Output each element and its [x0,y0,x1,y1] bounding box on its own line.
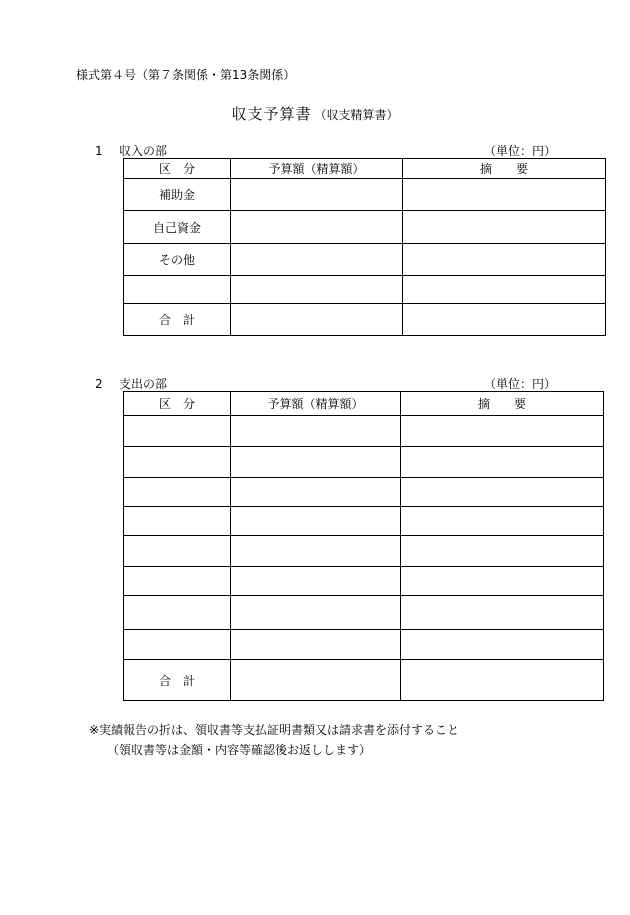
title-main: 収支予算書 [231,105,312,123]
expense-section-label: 支出の部 [119,377,168,391]
income-category-cell[interactable] [124,276,231,304]
income-unit-label: （単位：円） [483,144,556,158]
expense-total-amount-cell[interactable] [231,660,401,701]
income-table [123,158,606,336]
expense-header-row [124,392,604,416]
expense-remarks-cell[interactable] [401,478,604,507]
income-category-cell: 自己資金 [124,211,231,244]
expense-remarks-cell[interactable] [401,596,604,630]
table-row [124,567,604,596]
expense-category-cell[interactable] [124,567,231,596]
table-row [124,536,604,567]
income-remarks-cell[interactable] [403,179,606,211]
expense-total-row [124,660,604,701]
income-total-remarks-cell[interactable] [403,304,606,336]
expense-amount-cell[interactable] [231,630,401,660]
income-header-amount: 予算額（精算額） [231,159,403,179]
table-row [124,630,604,660]
expense-category-cell[interactable] [124,416,231,447]
income-section-heading [95,142,167,159]
income-category-cell: その他 [124,244,231,276]
expense-amount-cell[interactable] [231,536,401,567]
income-section-label: 収入の部 [119,144,168,158]
income-header-row [124,159,606,179]
income-remarks-cell[interactable] [403,276,606,304]
note-receipt-return: （領収書等は金額・内容等確認後お返しします） [107,743,372,757]
expense-amount-cell[interactable] [231,567,401,596]
income-amount-cell[interactable] [231,276,403,304]
expense-remarks-cell[interactable] [401,416,604,447]
table-row [124,596,604,630]
expense-section-number: 2 [95,377,103,391]
expense-table [123,391,604,701]
expense-remarks-cell[interactable] [401,567,604,596]
expense-amount-cell[interactable] [231,478,401,507]
table-row [124,211,606,244]
expense-remarks-cell[interactable] [401,447,604,478]
expense-category-cell[interactable] [124,630,231,660]
income-header-category: 区 分 [124,159,231,179]
expense-total-remarks-cell[interactable] [401,660,604,701]
expense-amount-cell[interactable] [231,416,401,447]
income-header-remarks: 摘 要 [403,159,606,179]
income-remarks-cell[interactable] [403,211,606,244]
income-section-number: 1 [95,144,103,158]
expense-amount-cell[interactable] [231,596,401,630]
expense-amount-cell[interactable] [231,507,401,536]
table-row [124,447,604,478]
table-row [124,416,604,447]
expense-total-label: 合 計 [124,660,231,701]
expense-unit-label: （単位：円） [483,377,556,391]
table-row [124,276,606,304]
expense-category-cell[interactable] [124,478,231,507]
expense-category-cell[interactable] [124,536,231,567]
expense-section-heading [95,375,167,392]
table-row [124,478,604,507]
document-title [0,103,630,124]
income-category-cell: 補助金 [124,179,231,211]
expense-header-remarks: 摘 要 [401,392,604,416]
expense-category-cell[interactable] [124,596,231,630]
note-attachment-instruction: ※実績報告の折は、領収書等支払証明書類又は請求書を添付すること [89,723,460,737]
expense-amount-cell[interactable] [231,447,401,478]
expense-header-category: 区 分 [124,392,231,416]
table-row [124,244,606,276]
income-remarks-cell[interactable] [403,244,606,276]
expense-remarks-cell[interactable] [401,507,604,536]
income-total-row [124,304,606,336]
income-total-label: 合 計 [124,304,231,336]
expense-remarks-cell[interactable] [401,536,604,567]
expense-category-cell[interactable] [124,507,231,536]
expense-header-amount: 予算額（精算額） [231,392,401,416]
form-number: 様式第４号（第７条関係・第13条関係） [76,68,296,82]
income-amount-cell[interactable] [231,211,403,244]
table-row [124,179,606,211]
income-amount-cell[interactable] [231,244,403,276]
income-total-amount-cell[interactable] [231,304,403,336]
expense-category-cell[interactable] [124,447,231,478]
table-row [124,507,604,536]
income-amount-cell[interactable] [231,179,403,211]
expense-remarks-cell[interactable] [401,630,604,660]
title-sub: （収支精算書） [314,108,399,122]
